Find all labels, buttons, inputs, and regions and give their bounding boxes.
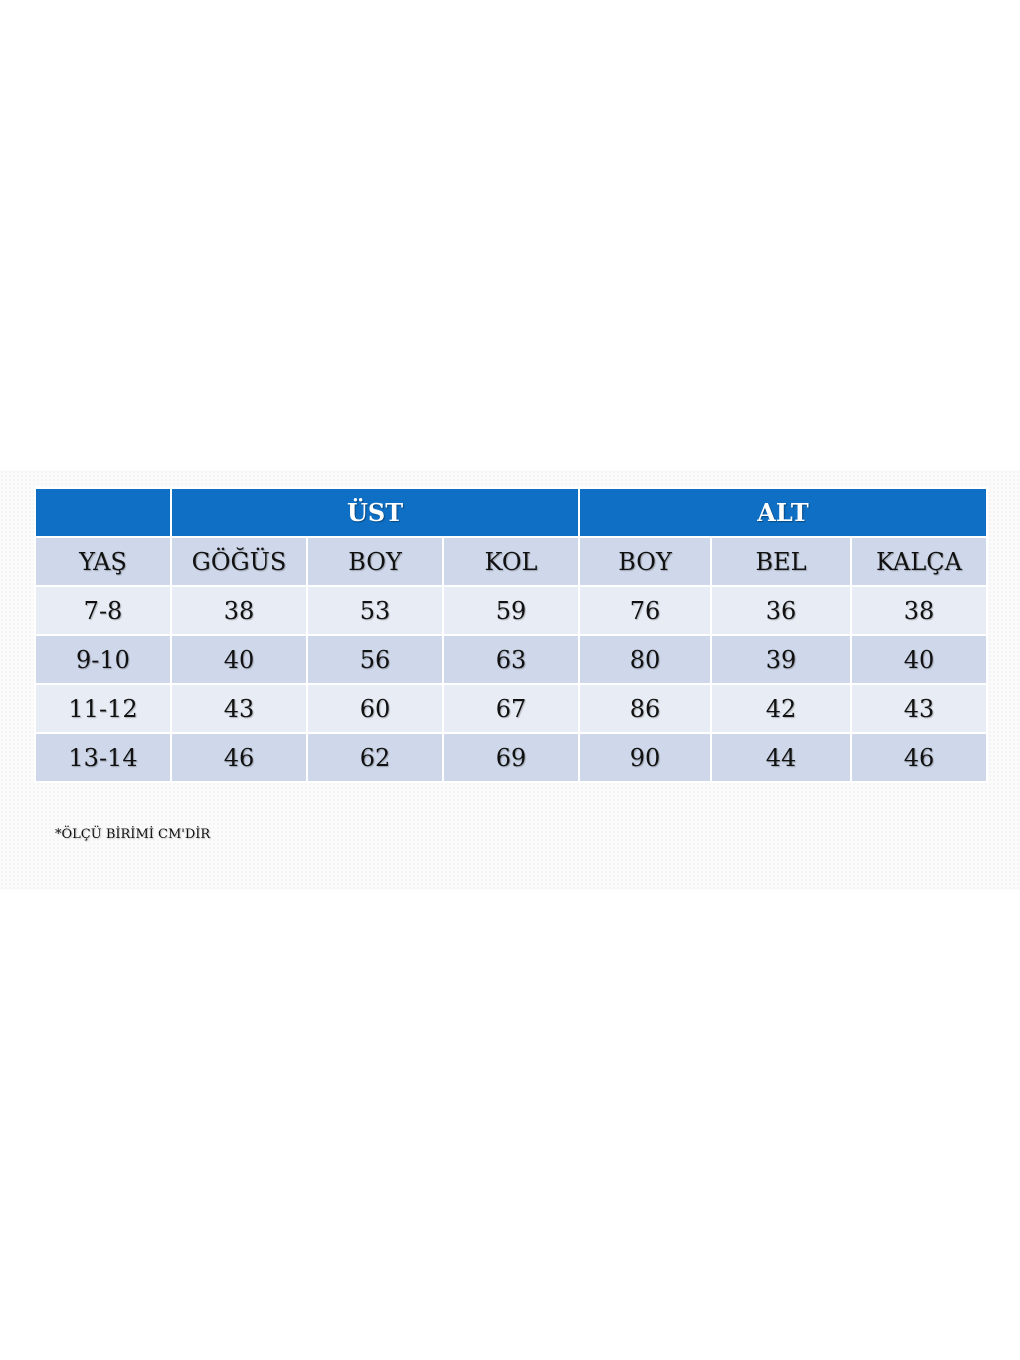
table-row bbox=[35, 635, 987, 684]
table-cell: 46 bbox=[171, 733, 307, 782]
table-cell: 42 bbox=[711, 684, 851, 733]
table-cell: 38 bbox=[851, 586, 987, 635]
table-cell: 90 bbox=[579, 733, 711, 782]
table-cell: 53 bbox=[307, 586, 443, 635]
column-header-row bbox=[35, 537, 987, 586]
table-cell: 9-10 bbox=[35, 635, 171, 684]
table-cell: 40 bbox=[171, 635, 307, 684]
table-cell: 36 bbox=[711, 586, 851, 635]
table-cell: 86 bbox=[579, 684, 711, 733]
size-table bbox=[34, 487, 988, 783]
header-kalca: KALÇA bbox=[851, 537, 987, 586]
table-cell: 69 bbox=[443, 733, 579, 782]
table-cell: 46 bbox=[851, 733, 987, 782]
header-gogus: GÖĞÜS bbox=[171, 537, 307, 586]
unit-note: *ÖLÇÜ BİRİMİ CM'DİR bbox=[55, 827, 211, 842]
group-alt: ALT bbox=[579, 488, 987, 537]
header-ust-boy: BOY bbox=[307, 537, 443, 586]
header-bel: BEL bbox=[711, 537, 851, 586]
table-cell: 60 bbox=[307, 684, 443, 733]
table-cell: 76 bbox=[579, 586, 711, 635]
header-alt-boy: BOY bbox=[579, 537, 711, 586]
table-row bbox=[35, 684, 987, 733]
table-cell: 62 bbox=[307, 733, 443, 782]
group-empty-cell bbox=[35, 488, 171, 537]
table-cell: 80 bbox=[579, 635, 711, 684]
table-cell: 11-12 bbox=[35, 684, 171, 733]
table-cell: 38 bbox=[171, 586, 307, 635]
table-cell: 44 bbox=[711, 733, 851, 782]
table-cell: 59 bbox=[443, 586, 579, 635]
table-cell: 63 bbox=[443, 635, 579, 684]
table-row bbox=[35, 733, 987, 782]
table-cell: 39 bbox=[711, 635, 851, 684]
group-ust: ÜST bbox=[171, 488, 579, 537]
table-cell: 67 bbox=[443, 684, 579, 733]
group-header-row bbox=[35, 488, 987, 537]
table-row bbox=[35, 586, 987, 635]
table-cell: 13-14 bbox=[35, 733, 171, 782]
table-cell: 7-8 bbox=[35, 586, 171, 635]
table-cell: 43 bbox=[851, 684, 987, 733]
header-yas: YAŞ bbox=[35, 537, 171, 586]
table-cell: 43 bbox=[171, 684, 307, 733]
header-kol: KOL bbox=[443, 537, 579, 586]
table-cell: 56 bbox=[307, 635, 443, 684]
size-chart-panel bbox=[0, 470, 1020, 890]
table-cell: 40 bbox=[851, 635, 987, 684]
